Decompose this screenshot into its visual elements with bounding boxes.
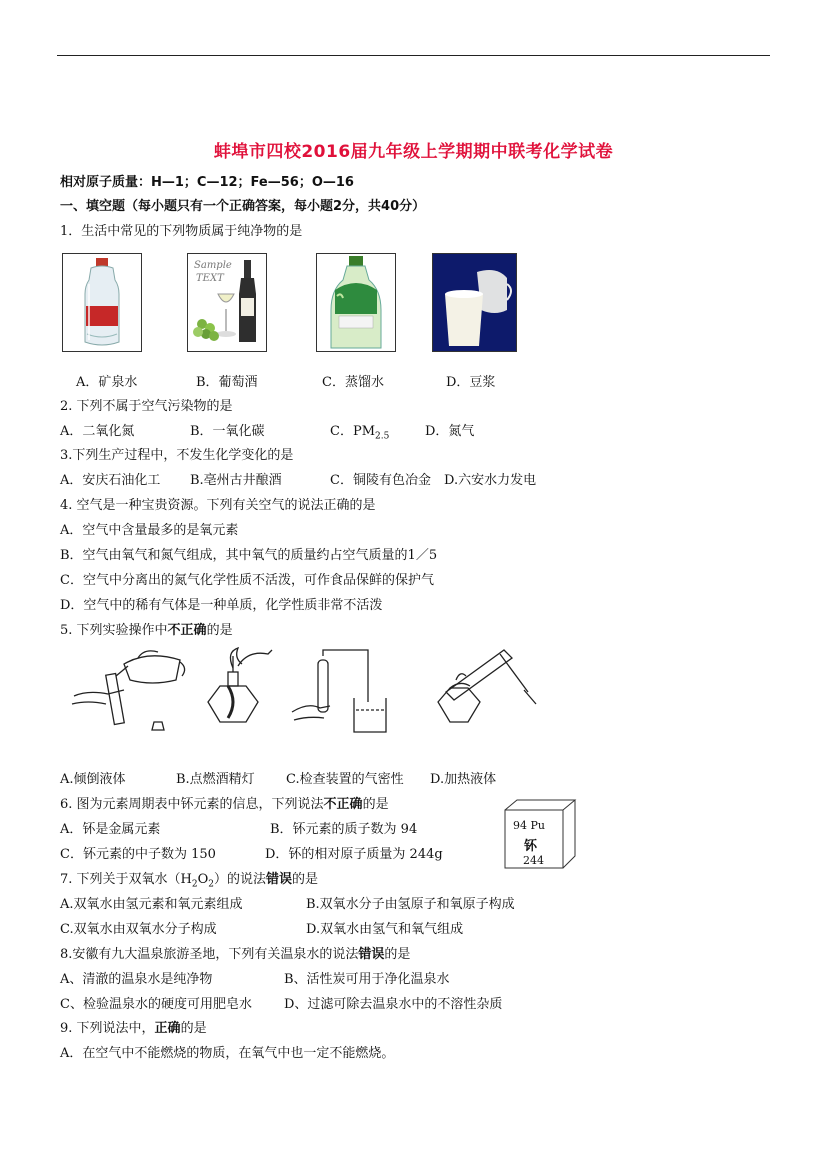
- element-name: 钚: [524, 839, 538, 854]
- q2-option-c: [330, 423, 389, 446]
- q2-option-b: B．一氧化碳: [190, 424, 265, 439]
- question-2-stem: 2. 下列不属于空气污染物的是: [60, 399, 233, 414]
- header-rule: [57, 55, 770, 56]
- q6-stem-post: 的是: [362, 797, 389, 812]
- q7-option-a: A.双氧水由氢元素和氧元素组成: [60, 897, 243, 912]
- q6-option-b: B．钚元素的质子数为 94: [270, 822, 418, 837]
- q7-option-b: B.双氧水分子由氢原子和氧原子构成: [306, 897, 515, 912]
- q9-option-a: A．在空气中不能燃烧的物质，在氧气中也一定不能燃烧。: [60, 1046, 395, 1061]
- mineral-water-image: [62, 253, 142, 352]
- q1-option-c: C．蒸馏水: [322, 375, 384, 390]
- q6-stem-bold: 不正确: [323, 797, 363, 812]
- q5-option-b: B.点燃酒精灯: [176, 772, 255, 787]
- question-5-stem: [60, 622, 233, 639]
- page-title: 蚌埠市四校2016届九年级上学期期中联考化学试卷: [213, 142, 614, 162]
- q4-option-d: D．空气中的稀有气体是一种单质，化学性质非常不活泼: [60, 598, 383, 613]
- wine-label-sample: Sample: [194, 260, 232, 271]
- q6-option-a: A．钚是金属元素: [60, 822, 161, 837]
- question-4-stem: 4. 空气是一种宝贵资源。下列有关空气的说法正确的是: [60, 498, 376, 513]
- q7-sub1: 2: [191, 879, 198, 890]
- q7-stem-bold: 错误: [266, 872, 293, 887]
- q7-option-c: C.双氧水由双氧水分子构成: [60, 922, 217, 937]
- pour-liquid-diagram: [72, 651, 185, 730]
- distilled-water-image: [316, 253, 396, 352]
- q7-stem-pre: 7. 下列关于双氧水（H: [60, 872, 192, 887]
- q9-stem-bold: 正确: [154, 1021, 181, 1036]
- q8-option-b: B、活性炭可用于净化温泉水: [284, 972, 450, 987]
- q5-option-d: D.加热液体: [430, 772, 497, 787]
- q1-option-a: A．矿泉水: [76, 375, 138, 390]
- check-airtight-diagram: [292, 650, 386, 732]
- wine-image: [187, 253, 267, 352]
- question-6-stem: [60, 796, 389, 813]
- q3-option-b: B.亳州古井酿酒: [190, 473, 282, 488]
- q6-option-c: C．钚元素的中子数为 150: [60, 847, 216, 862]
- q8-option-d: D、过滤可除去温泉水中的不溶性杂质: [284, 997, 503, 1012]
- q7-sub2: 2: [208, 879, 215, 890]
- q8-option-c: C、检验温泉水的硬度可用肥皂水: [60, 997, 252, 1012]
- element-number: 94: [513, 819, 527, 832]
- question-8-stem: [60, 946, 410, 963]
- q2-option-a: A．二氧化氮: [60, 424, 135, 439]
- question-1-stem: 1．生活中常见的下列物质属于纯净物的是: [60, 224, 303, 239]
- q9-stem-pre: 9. 下列说法中，: [60, 1021, 155, 1036]
- q1-option-d: D．豆浆: [446, 375, 496, 390]
- atomic-mass-line: 相对原子质量：H—1；C—12；Fe—56；O—16: [60, 175, 354, 190]
- q7-mid: O: [197, 872, 209, 887]
- q5-option-c: C.检查装置的气密性: [286, 772, 404, 787]
- q5-stem-bold: 不正确: [167, 623, 207, 638]
- q9-stem-post: 的是: [180, 1021, 207, 1036]
- q6-option-d: D．钚的相对原子质量为 244g: [265, 847, 443, 862]
- q6-stem-pre: 6. 图为元素周期表中钚元素的信息，下列说法: [60, 797, 324, 812]
- q8-stem-pre: 8.安徽有九大温泉旅游圣地，下列有关温泉水的说法: [60, 947, 359, 962]
- q3-option-c: C．铜陵有色冶金: [330, 473, 431, 488]
- q2-option-c-sub: 2.5: [375, 431, 390, 442]
- q5-stem-post: 的是: [206, 623, 233, 638]
- q5-option-a: A.倾倒液体: [60, 772, 126, 787]
- wine-label-text: TEXT: [196, 273, 224, 284]
- element-number-symbol: [513, 819, 545, 832]
- q4-option-a: A．空气中含量最多的是氧元素: [60, 523, 239, 538]
- q3-option-d: D.六安水力发电: [444, 473, 537, 488]
- q7-stem-post: 的是: [292, 872, 319, 887]
- lab-operations-figure: [68, 646, 538, 742]
- q2-option-c-text: C．PM: [330, 424, 376, 439]
- plutonium-element-box: [503, 798, 579, 870]
- q4-option-c: C．空气中分离出的氮气化学性质不活泼，可作食品保鲜的保护气: [60, 573, 434, 588]
- question-3-stem: 3.下列生产过程中，不发生化学变化的是: [60, 448, 294, 463]
- question-7-stem: [60, 871, 318, 894]
- q1-option-b: B．葡萄酒: [196, 375, 258, 390]
- question-9-stem: [60, 1020, 207, 1037]
- light-lamp-diagram: [208, 648, 272, 722]
- q4-option-b: B．空气由氧气和氮气组成，其中氧气的质量约占空气质量的1／5: [60, 548, 438, 563]
- section-heading: 一、填空题（每小题只有一个正确答案，每小题2分，共40分）: [60, 199, 426, 214]
- q2-option-d: D．氮气: [425, 424, 475, 439]
- q8-option-a: A、清澈的温泉水是纯净物: [60, 972, 213, 987]
- q7-stem-mid: ）的说法: [214, 872, 267, 887]
- q8-stem-post: 的是: [384, 947, 411, 962]
- q7-option-d: D.双氧水由氢气和氧气组成: [306, 922, 464, 937]
- q3-option-a: A．安庆石油化工: [60, 473, 161, 488]
- element-symbol: Pu: [530, 819, 545, 832]
- element-mass: 244: [523, 854, 544, 867]
- heat-liquid-diagram: [438, 650, 536, 722]
- q8-stem-bold: 错误: [358, 947, 385, 962]
- soy-milk-image: [432, 253, 517, 352]
- q5-stem-pre: 5. 下列实验操作中: [60, 623, 168, 638]
